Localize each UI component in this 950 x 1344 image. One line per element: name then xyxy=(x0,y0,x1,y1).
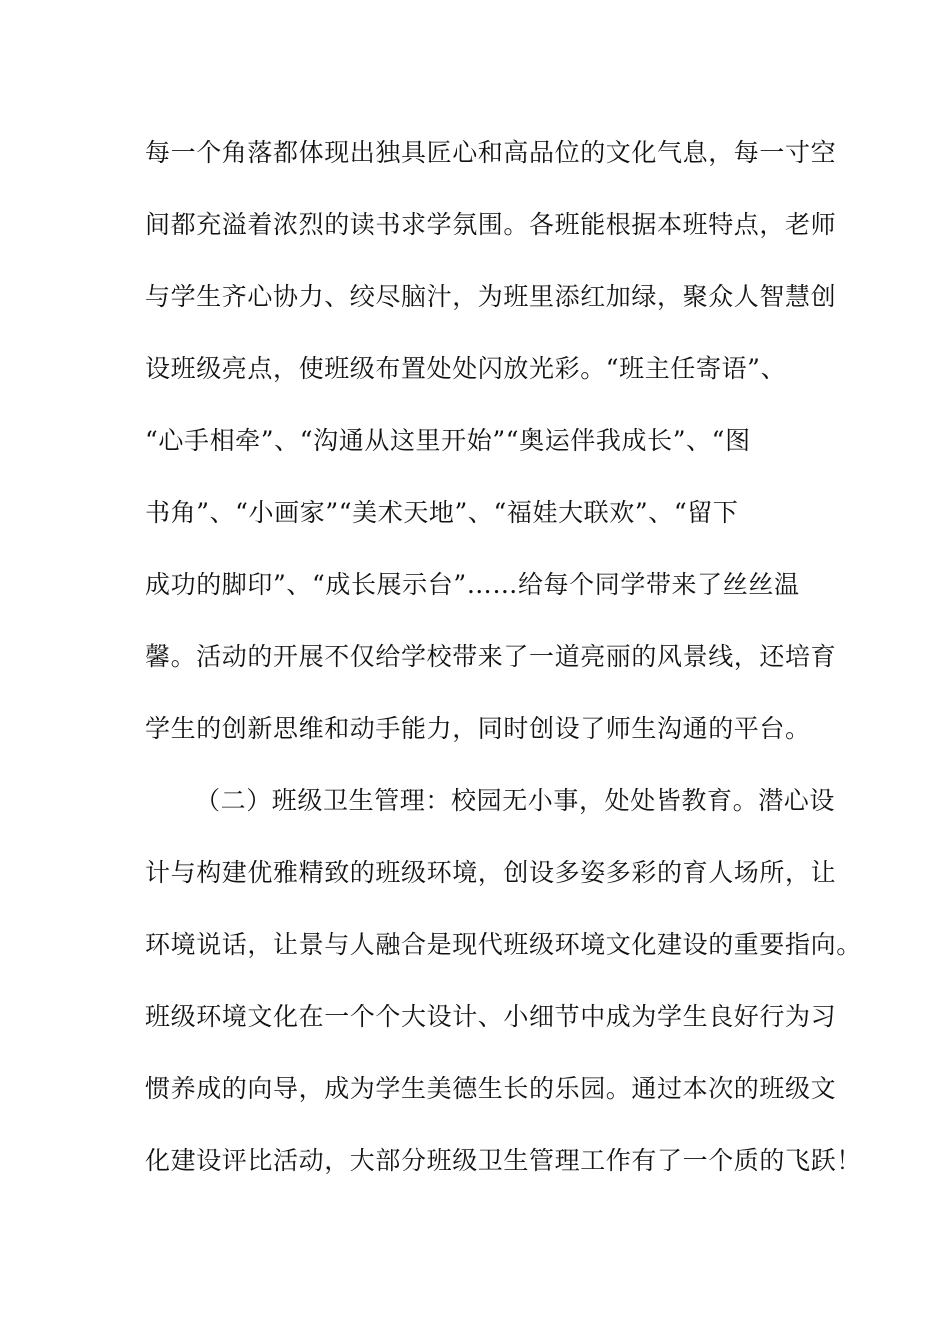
text-line: “心手相牵”、“沟通从这里开始”“奥运伴我成长”、“图 xyxy=(145,426,751,455)
text-line: 馨。活动的开展不仅给学校带来了一道亮丽的风景线，还培育 xyxy=(145,642,837,671)
text-line: 化建设评比活动，大部分班级卫生管理工作有了一个质的飞跃！ xyxy=(145,1146,862,1175)
text-line: 设班级亮点，使班级布置处处闪放光彩。“班主任寄语”、 xyxy=(145,354,787,383)
text-line: 每一个角落都体现出独具匠心和高品位的文化气息，每一寸空 xyxy=(145,138,837,167)
text-line: 环境说话，让景与人融合是现代班级环境文化建设的重要指向。 xyxy=(145,930,862,959)
text-line: 书角”、“小画家”“美术天地”、“福娃大联欢”、“留下 xyxy=(145,498,739,527)
text-line: 惯养成的向导，成为学生美德生长的乐园。通过本次的班级文 xyxy=(145,1074,837,1103)
text-line: 成功的脚印”、“成长展示台”……给每个同学带来了丝丝温 xyxy=(145,570,800,599)
paragraph-start-line: （二）班级卫生管理：校园无小事，处处皆教育。潜心设 xyxy=(195,786,836,815)
text-line: 间都充溢着浓烈的读书求学氛围。各班能根据本班特点，老师 xyxy=(145,210,837,239)
text-line: 学生的创新思维和动手能力，同时创设了师生沟通的平台。 xyxy=(145,714,811,743)
text-line: 计与构建优雅精致的班级环境，创设多姿多彩的育人场所，让 xyxy=(145,858,837,887)
text-line: 与学生齐心协力、绞尽脑汁，为班里添红加绿，聚众人智慧创 xyxy=(145,282,837,311)
text-line: 班级环境文化在一个个大设计、小细节中成为学生良好行为习 xyxy=(145,1002,837,1031)
